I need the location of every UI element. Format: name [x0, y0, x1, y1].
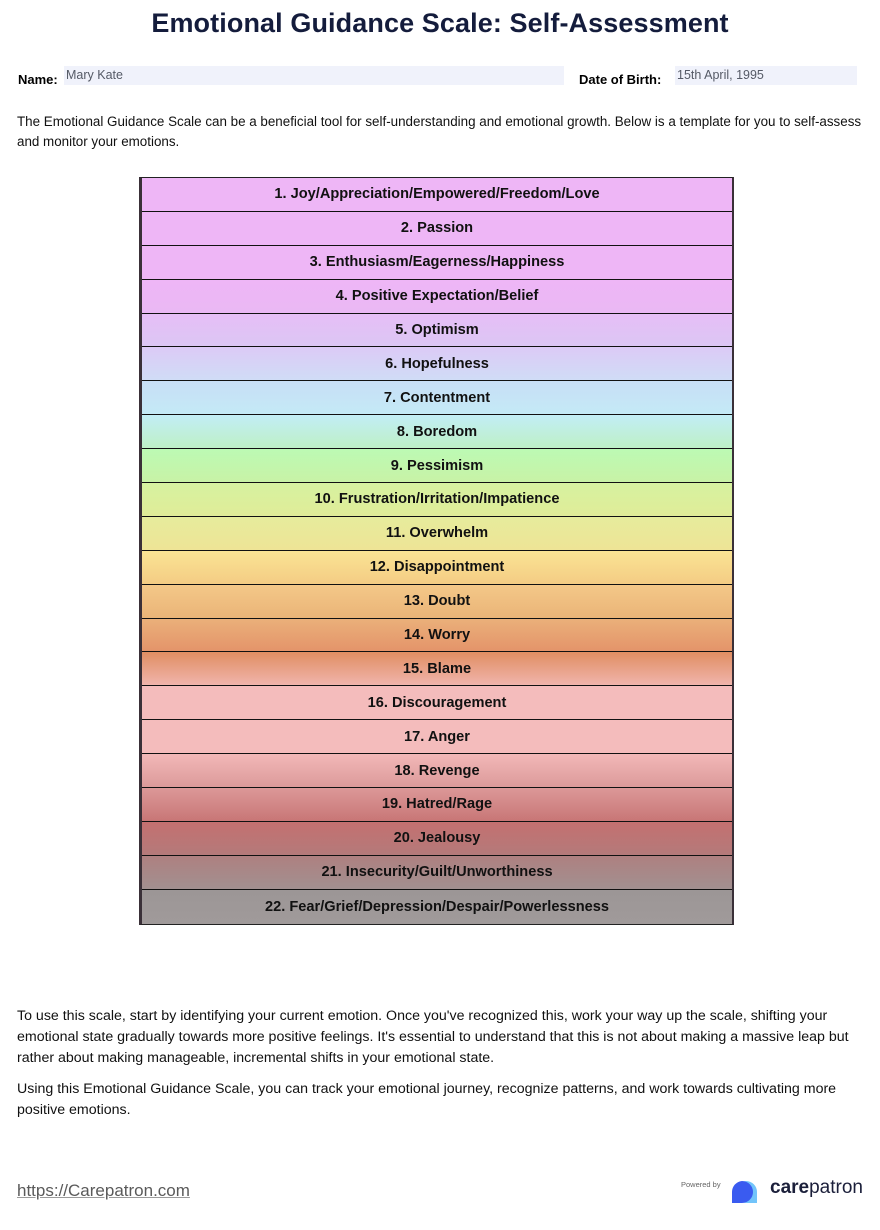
- scale-row: 7. Contentment: [142, 381, 732, 415]
- carepatron-link[interactable]: https://Carepatron.com: [17, 1181, 190, 1200]
- scale-row: 3. Enthusiasm/Eagerness/Happiness: [142, 246, 732, 280]
- scale-row: 15. Blame: [142, 652, 732, 686]
- scale-row: 22. Fear/Grief/Depression/Despair/Powerlessness: [142, 890, 732, 924]
- brand-light: patron: [809, 1177, 863, 1198]
- intro-text: The Emotional Guidance Scale can be a beneficial tool for self-understanding and emotional growth. Below is a template for you to self-assess and monitor your emotions.: [17, 114, 862, 149]
- instructions: [17, 1006, 867, 1131]
- scale-row: 6. Hopefulness: [142, 347, 732, 381]
- scale-row: 10. Frustration/Irritation/Impatience: [142, 483, 732, 517]
- emotional-scale-table: [139, 177, 734, 925]
- scale-row: 12. Disappointment: [142, 551, 732, 585]
- name-label: Name:: [18, 72, 58, 87]
- scale-row: 19. Hatred/Rage: [142, 788, 732, 822]
- scale-row: 2. Passion: [142, 212, 732, 246]
- scale-row: 20. Jealousy: [142, 822, 732, 856]
- scale-row: 1. Joy/Appreciation/Empowered/Freedom/Love: [142, 178, 732, 212]
- patient-info-row: [18, 66, 860, 88]
- brand-bold: care: [770, 1177, 810, 1198]
- scale-row: 5. Optimism: [142, 314, 732, 348]
- scale-row: 13. Doubt: [142, 585, 732, 619]
- scale-row: 16. Discouragement: [142, 686, 732, 720]
- scale-row: 11. Overwhelm: [142, 517, 732, 551]
- dob-label: Date of Birth:: [579, 72, 662, 87]
- scale-row: 18. Revenge: [142, 754, 732, 788]
- scale-row: 4. Positive Expectation/Belief: [142, 280, 732, 314]
- dob-field[interactable]: 15th April, 1995: [675, 66, 857, 85]
- instructions-paragraph: To use this scale, start by identifying your current emotion. Once you've recognized this, work your way up the scale, shifting your emotional state gradually towards more positive feelings. It's essential to understand that this is not about making a massive leap but rather about making manageable, incremental shifts in your emotional state.: [17, 1008, 849, 1066]
- scale-row: 17. Anger: [142, 720, 732, 754]
- carepatron-wordmark: [770, 1177, 863, 1199]
- page-title: Emotional Guidance Scale: Self-Assessment: [151, 8, 729, 38]
- scale-row: 14. Worry: [142, 619, 732, 653]
- name-field[interactable]: Mary Kate: [64, 66, 564, 85]
- scale-row: 21. Insecurity/Guilt/Unworthiness: [142, 856, 732, 890]
- scale-row: 8. Boredom: [142, 415, 732, 449]
- powered-by-label: Powered by: [681, 1180, 721, 1189]
- scale-row: 9. Pessimism: [142, 449, 732, 483]
- instructions-paragraph: Using this Emotional Guidance Scale, you can track your emotional journey, recognize patterns, and work towards cultivating more positive emotions.: [17, 1081, 837, 1118]
